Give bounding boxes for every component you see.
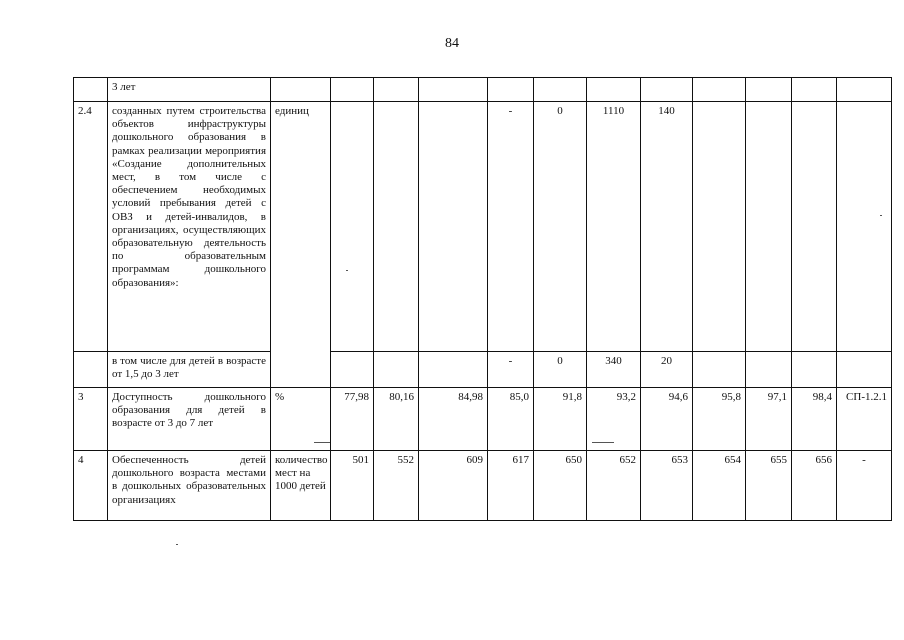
unit-cell: % [271,388,331,451]
value-cell [746,102,792,352]
value-cell: 650 [534,451,587,521]
value-cell: 97,1 [746,388,792,451]
value-cell [419,352,488,388]
value-cell: 655 [746,451,792,521]
row-number-cell: 3 [74,388,108,451]
value-cell [693,102,746,352]
value-cell: 84,98 [419,388,488,451]
indicator-description-cell: созданных путем строительства объектов инфраструктуры дошкольного образования в рамках реализации мероприятия «Создание дополнительных мест, в том числе с обеспечением необходимых условий пребывания детей с ОВЗ и детей-инвалидов, в организациях, осуществляющих образовательную деятельность по образовательным программам дошкольного образования»: [108,102,271,352]
row-number-cell [74,78,108,102]
value-cell: 85,0 [488,388,534,451]
value-cell: 653 [641,451,693,521]
value-cell: 654 [693,451,746,521]
value-cell: 340 [587,352,641,388]
unit-cell: количество мест на 1000 детей [271,451,331,521]
value-cell [746,352,792,388]
page-number: 84 [445,36,459,51]
value-cell: - [488,102,534,352]
value-cell: 552 [374,451,419,521]
scan-speck [592,442,614,443]
value-cell [374,102,419,352]
value-cell: 617 [488,451,534,521]
value-cell: 140 [641,102,693,352]
value-cell: 0 [534,352,587,388]
unit-cell: единиц [271,102,331,388]
row-number-cell: 4 [74,451,108,521]
value-cell [641,78,693,102]
table-row [74,388,892,451]
indicator-description-cell: Обеспеченность детей дошкольного возраста местами в дошкольных образовательных организациях [108,451,271,521]
source-cell: СП-1.2.1 [837,388,892,451]
value-cell: - [488,352,534,388]
source-cell [837,352,892,388]
value-cell: 80,16 [374,388,419,451]
value-cell [374,78,419,102]
value-cell: 77,98 [331,388,374,451]
value-cell [488,78,534,102]
value-cell: 656 [792,451,837,521]
value-cell: 95,8 [693,388,746,451]
value-cell: 20 [641,352,693,388]
value-cell [534,78,587,102]
value-cell [587,78,641,102]
value-cell [331,352,374,388]
source-cell [837,102,892,352]
value-cell [331,102,374,352]
value-cell [374,352,419,388]
value-cell [331,78,374,102]
indicator-description-cell: в том числе для детей в возрасте от 1,5 до 3 лет [108,352,271,388]
value-cell: 501 [331,451,374,521]
indicator-table [73,77,892,521]
value-cell: 94,6 [641,388,693,451]
value-cell: 0 [534,102,587,352]
source-cell: - [837,451,892,521]
value-cell [693,352,746,388]
indicator-description-cell: 3 лет [108,78,271,102]
value-cell: 609 [419,451,488,521]
value-cell: 91,8 [534,388,587,451]
value-cell [792,102,837,352]
scan-speck [314,442,330,443]
table-row [74,102,892,352]
value-cell [419,102,488,352]
value-cell [792,78,837,102]
value-cell: 93,2 [587,388,641,451]
scan-speck [176,544,178,545]
source-cell [837,78,892,102]
row-number-cell: 2.4 [74,102,108,352]
value-cell [746,78,792,102]
table-row [74,451,892,521]
value-cell [419,78,488,102]
scan-speck [880,215,882,216]
value-cell: 1110 [587,102,641,352]
value-cell: 652 [587,451,641,521]
unit-cell [271,78,331,102]
scan-speck [346,270,348,271]
value-cell [693,78,746,102]
table-row [74,352,892,388]
table-row [74,78,892,102]
value-cell: 98,4 [792,388,837,451]
row-number-cell [74,352,108,388]
indicator-description-cell: Доступность дошкольного образования для детей в возрасте от 3 до 7 лет [108,388,271,451]
value-cell [792,352,837,388]
